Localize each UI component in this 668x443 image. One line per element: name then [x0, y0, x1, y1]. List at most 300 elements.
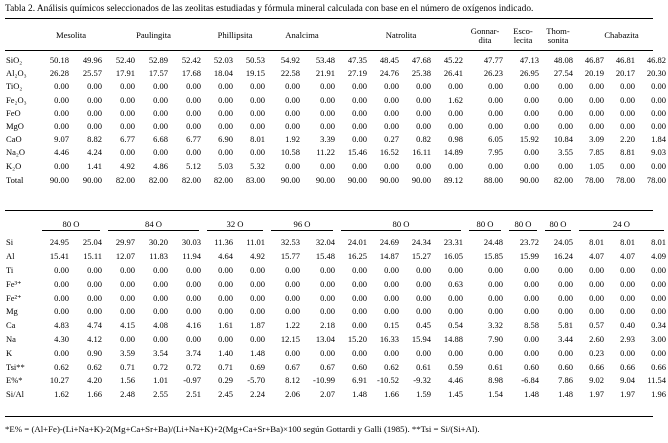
table-cell: 15.94	[411, 333, 431, 344]
table-cell: 2.93	[620, 333, 635, 344]
table-cell: 0.00	[352, 292, 367, 303]
table-cell: 46.87	[584, 55, 604, 66]
table-cell: 0.00	[218, 121, 233, 132]
table-cell: 0.00	[54, 94, 69, 105]
table-cell: 4.83	[54, 320, 69, 331]
table-cell: 6.91	[352, 375, 367, 386]
column-header-1: Mesolita	[55, 30, 87, 40]
table-cell: 0.00	[352, 121, 367, 132]
table-cell: 30.20	[148, 237, 168, 248]
table-cell: 0.00	[87, 121, 102, 132]
table-cell: 3.00	[651, 333, 666, 344]
table-cell: 11.54	[647, 375, 666, 386]
oxygen-basis-rule	[579, 230, 664, 231]
table-cell: 90.00	[379, 175, 399, 186]
row-label: K	[6, 347, 13, 358]
table-cell: 0.00	[558, 121, 573, 132]
table-cell: 0.00	[153, 107, 168, 118]
table-cell: 0.00	[120, 121, 135, 132]
table-cell: 6.05	[488, 134, 503, 145]
table-cell: 8.58	[524, 320, 539, 331]
oxide-row	[5, 133, 668, 146]
table-cell: 0.72	[186, 361, 201, 372]
table-cell: 0.00	[186, 278, 201, 289]
table-cell: 0.67	[320, 361, 335, 372]
table-cell: 0.00	[488, 160, 503, 171]
table-cell: 8.81	[620, 147, 635, 158]
table-cell: 7.90	[488, 333, 503, 344]
table-cell: 25.38	[411, 68, 431, 79]
table-cell: 10.58	[280, 147, 300, 158]
table-cell: 0.00	[153, 278, 168, 289]
table-cell: 45.22	[443, 55, 463, 66]
table-cell: 0.00	[589, 278, 604, 289]
cation-row	[5, 305, 668, 319]
table-cell: 0.82	[416, 134, 431, 145]
table-cell: 54.92	[280, 55, 300, 66]
table-cell: 82.00	[148, 175, 168, 186]
table-cell: 0.27	[384, 134, 399, 145]
row-label: Fe²⁺	[6, 292, 22, 303]
row-label: Si	[6, 237, 14, 248]
row-label: SiO₂	[6, 55, 23, 66]
table-cell: 0.29	[218, 375, 233, 386]
table-cell: 2.07	[320, 389, 335, 400]
table-cell: 0.00	[186, 81, 201, 92]
cation-row	[5, 291, 668, 305]
table-cell: 15.20	[347, 333, 367, 344]
table-cell: 1.62	[448, 94, 463, 105]
row-label: CaO	[6, 134, 22, 145]
table-cell: 15.41	[49, 251, 69, 262]
table-cell: 2.18	[320, 320, 335, 331]
table-cell: 30.03	[181, 237, 201, 248]
table-cell: 1.48	[352, 389, 367, 400]
table-cell: 0.69	[250, 361, 265, 372]
cation-row	[5, 388, 668, 402]
table-cell: 0.00	[416, 347, 431, 358]
table-cell: 0.00	[488, 94, 503, 105]
cation-row	[5, 346, 668, 360]
table-cell: 0.00	[651, 94, 666, 105]
table-cell: 11.01	[246, 237, 265, 248]
table-cell: 0.00	[488, 347, 503, 358]
table-cell: 0.00	[186, 292, 201, 303]
cation-row	[5, 360, 668, 374]
oxide-row	[5, 120, 668, 133]
table-cell: 0.00	[558, 278, 573, 289]
row-label: Ti	[6, 264, 14, 275]
table-cell: 0.00	[218, 147, 233, 158]
table-cell: 47.68	[411, 55, 431, 66]
table-cell: 90.00	[82, 175, 102, 186]
table-cell: 0.00	[186, 306, 201, 317]
table-cell: 1.41	[87, 160, 102, 171]
table-cell: 0.00	[589, 94, 604, 105]
cation-row	[5, 333, 668, 347]
table-cell: 89.12	[443, 175, 463, 186]
table-cell: 0.00	[120, 107, 135, 118]
table-cell: 17.68	[181, 68, 201, 79]
table-cell: 3.09	[589, 134, 604, 145]
table-cell: 0.00	[488, 278, 503, 289]
table-cell: 0.00	[186, 121, 201, 132]
table-cell: 7.95	[488, 147, 503, 158]
table-cell: 8.12	[285, 375, 300, 386]
table-cell: 90.00	[519, 175, 539, 186]
table-cell: 12.15	[280, 333, 300, 344]
table-cell: 6.90	[218, 134, 233, 145]
oxide-row	[5, 94, 668, 107]
table-cell: 0.00	[186, 333, 201, 344]
table-cell: 4.92	[250, 251, 265, 262]
table-cell: 0.00	[120, 264, 135, 275]
table-cell: 0.00	[218, 278, 233, 289]
table-cell: 47.13	[519, 55, 539, 66]
table-cell: 1.48	[558, 389, 573, 400]
table-cell: 0.60	[524, 361, 539, 372]
table-cell: 10.84	[553, 134, 573, 145]
table-cell: 0.00	[620, 264, 635, 275]
oxide-row	[5, 160, 668, 173]
table-cell: 0.72	[153, 361, 168, 372]
table-cell: 2.55	[153, 389, 168, 400]
table-cell: 90.00	[347, 175, 367, 186]
row-label: Fe³⁺	[6, 278, 22, 289]
table-cell: 0.00	[384, 264, 399, 275]
table-cell: 16.25	[347, 251, 367, 262]
table-cell: 0.00	[186, 94, 201, 105]
table-cell: 2.24	[250, 389, 265, 400]
table-cell: 0.00	[384, 107, 399, 118]
row-label: MgO	[6, 121, 24, 132]
table-cell: 0.00	[250, 292, 265, 303]
table-cell: 0.62	[54, 361, 69, 372]
table-cell: 0.00	[651, 81, 666, 92]
table-cell: 9.03	[651, 147, 666, 158]
table-cell: 0.00	[87, 278, 102, 289]
table-cell: 1.22	[285, 320, 300, 331]
table-cell: -9.32	[413, 375, 431, 386]
table-cell: 0.00	[352, 94, 367, 105]
table-cell: 52.42	[181, 55, 201, 66]
table-cell: 26.28	[49, 68, 69, 79]
table-cell: 0.00	[285, 264, 300, 275]
table-cell: 0.00	[651, 107, 666, 118]
table-cell: 0.00	[558, 292, 573, 303]
table-cell: 46.81	[615, 55, 635, 66]
oxygen-basis-label: 80 O	[549, 219, 567, 229]
table-footnote: *E% = (Al+Fe)-(Li+Na+K)-2(Mg+Ca+Sr+Ba)/(Li+Na+K)+2(Mg+Ca+Sr+Ba)×100 según Gottardi y Galli (1985). **Tsi = Si/(Si+Al).	[5, 424, 480, 434]
table-cell: 0.00	[153, 147, 168, 158]
table-cell: 0.98	[448, 134, 463, 145]
table-cell: 83.00	[245, 175, 265, 186]
table-cell: 4.07	[620, 251, 635, 262]
row-label: Al₂O₃	[6, 68, 27, 79]
table-cell: 0.00	[87, 94, 102, 105]
table-cell: 0.00	[218, 264, 233, 275]
table-cell: 3.32	[488, 320, 503, 331]
table-cell: 49.96	[82, 55, 102, 66]
table-cell: 0.00	[218, 333, 233, 344]
table-cell: 0.00	[120, 94, 135, 105]
table-cell: 21.91	[315, 68, 335, 79]
table-cell: 24.95	[49, 237, 69, 248]
table-cell: 0.00	[153, 333, 168, 344]
table-cell: 3.54	[153, 347, 168, 358]
table-cell: 78.00	[615, 175, 635, 186]
table-cell: 0.62	[87, 361, 102, 372]
table-cell: 0.00	[54, 81, 69, 92]
table-cell: 2.06	[285, 389, 300, 400]
table-cell: 4.24	[87, 147, 102, 158]
table-cell: 82.00	[213, 175, 233, 186]
table-cell: 26.41	[443, 68, 463, 79]
table-cell: 17.91	[115, 68, 135, 79]
table-cell: 4.08	[153, 320, 168, 331]
table-cell: 0.00	[416, 81, 431, 92]
table-cell: 24.34	[411, 237, 431, 248]
table-cell: 0.00	[448, 292, 463, 303]
table-cell: 0.00	[524, 264, 539, 275]
table-cell: 0.00	[320, 306, 335, 317]
table-cell: 0.00	[384, 292, 399, 303]
table-cell: 27.54	[553, 68, 573, 79]
table-cell: 0.00	[448, 306, 463, 317]
row-label: Tsi**	[6, 361, 25, 372]
table-cell: 32.53	[280, 237, 300, 248]
table-cell: 0.00	[54, 107, 69, 118]
table-cell: 1.54	[488, 389, 503, 400]
table-cell: 0.66	[651, 361, 666, 372]
table-cell: 0.00	[320, 121, 335, 132]
table-cell: 0.00	[524, 160, 539, 171]
table-cell: 0.00	[651, 160, 666, 171]
table-cell: 78.00	[584, 175, 604, 186]
table-cell: 27.19	[347, 68, 367, 79]
table-cell: 4.46	[448, 375, 463, 386]
table-cell: 0.00	[620, 81, 635, 92]
table-cell: 2.20	[620, 134, 635, 145]
table-cell: 0.00	[218, 292, 233, 303]
cation-row	[5, 374, 668, 388]
row-label: Si/Al	[6, 389, 24, 400]
table-cell: 50.53	[245, 55, 265, 66]
table-cell: 16.24	[553, 251, 573, 262]
table-cell: 0.00	[54, 347, 69, 358]
table-cell: 22.58	[280, 68, 300, 79]
table-cell: 0.00	[250, 278, 265, 289]
table-cell: 0.00	[558, 81, 573, 92]
table-cell: 0.00	[651, 292, 666, 303]
table-cell: 0.00	[558, 107, 573, 118]
row-label: Na₂O	[6, 147, 26, 158]
table-cell: 0.00	[384, 347, 399, 358]
table-cell: 8.01	[250, 134, 265, 145]
table-cell: -0.97	[183, 375, 201, 386]
table-cell: 0.00	[250, 147, 265, 158]
table-cell: -5.70	[247, 375, 265, 386]
table-cell: 0.00	[448, 347, 463, 358]
table-cell: 7.86	[558, 375, 573, 386]
table-cell: 0.00	[488, 121, 503, 132]
table-cell: 0.00	[651, 347, 666, 358]
table-cell: 0.00	[120, 147, 135, 158]
table-cell: 0.00	[87, 81, 102, 92]
table-cell: 3.55	[558, 147, 573, 158]
table-cell: 0.00	[87, 292, 102, 303]
column-header-8: Thom- sonita	[546, 26, 570, 45]
table-cell: 0.00	[352, 264, 367, 275]
table-cell: 0.00	[524, 278, 539, 289]
oxygen-basis-rule	[108, 230, 199, 231]
table-cell: 0.90	[87, 347, 102, 358]
table-cell: 15.27	[411, 251, 431, 262]
table-cell: 16.33	[379, 333, 399, 344]
table-cell: 0.00	[488, 292, 503, 303]
table-cell: 0.00	[448, 160, 463, 171]
table-cell: 0.59	[448, 361, 463, 372]
table-cell: 15.99	[519, 251, 539, 262]
table-cell: 15.46	[347, 147, 367, 158]
table-cell: 20.19	[584, 68, 604, 79]
table-cell: 15.48	[315, 251, 335, 262]
table-cell: 1.40	[218, 347, 233, 358]
table-cell: 4.20	[87, 375, 102, 386]
table-cell: 0.00	[620, 107, 635, 118]
table-cell: -10.52	[377, 375, 399, 386]
top-rule	[5, 18, 653, 19]
table-cell: 0.00	[524, 292, 539, 303]
table-cell: 0.00	[352, 320, 367, 331]
table-cell: 0.71	[218, 361, 233, 372]
table-cell: 0.00	[54, 160, 69, 171]
table-cell: 8.01	[620, 237, 635, 248]
table-cell: 0.00	[524, 347, 539, 358]
table-cell: 0.00	[320, 81, 335, 92]
column-header-4: Analcima	[285, 30, 319, 40]
table-cell: 47.77	[483, 55, 503, 66]
oxide-row	[5, 54, 668, 67]
table-cell: 0.00	[620, 292, 635, 303]
oxygen-basis-label: 80 O	[62, 219, 80, 229]
table-cell: 0.00	[352, 81, 367, 92]
oxide-row	[5, 80, 668, 93]
table-cell: 0.45	[416, 320, 431, 331]
table-cell: 8.01	[651, 237, 666, 248]
table-cell: 1.59	[416, 389, 431, 400]
table-cell: 0.00	[285, 121, 300, 132]
table-cell: 0.00	[250, 94, 265, 105]
table-cell: 2.51	[186, 389, 201, 400]
bottom-rule	[5, 416, 653, 417]
table-cell: 1.97	[589, 389, 604, 400]
table-cell: 0.00	[153, 81, 168, 92]
table-cell: 0.00	[320, 94, 335, 105]
table-cell: 0.00	[320, 347, 335, 358]
cation-row	[5, 264, 668, 278]
table-cell: 0.00	[524, 333, 539, 344]
table-cell: 0.66	[620, 361, 635, 372]
table-cell: 0.00	[589, 264, 604, 275]
table-cell: 0.00	[320, 264, 335, 275]
table-cell: 6.77	[186, 134, 201, 145]
table-cell: 15.77	[280, 251, 300, 262]
table-cell: 82.00	[181, 175, 201, 186]
table-cell: 90.00	[49, 175, 69, 186]
table-cell: 52.03	[213, 55, 233, 66]
oxide-row	[5, 173, 668, 189]
row-label: Na	[6, 333, 16, 344]
table-cell: 9.02	[589, 375, 604, 386]
table-cell: 0.00	[120, 81, 135, 92]
table-cell: 0.00	[416, 278, 431, 289]
table-cell: 0.00	[524, 121, 539, 132]
row-label: Mg	[6, 306, 18, 317]
oxygen-basis-label: 80 O	[392, 219, 410, 229]
oxygen-basis-rule	[207, 230, 263, 231]
cation-row	[5, 236, 668, 250]
table-cell: 0.00	[589, 121, 604, 132]
oxygen-basis-rule	[271, 230, 333, 231]
table-cell: 15.11	[83, 251, 102, 262]
table-cell: 0.00	[448, 264, 463, 275]
table-cell: 11.83	[149, 251, 168, 262]
table-cell: 0.00	[416, 107, 431, 118]
table-cell: 0.00	[524, 107, 539, 118]
table-cell: 10.27	[49, 375, 69, 386]
table-cell: 1.48	[524, 389, 539, 400]
table-cell: 90.00	[411, 175, 431, 186]
table-cell: 0.66	[589, 361, 604, 372]
table-cell: 0.00	[651, 306, 666, 317]
table-cell: 0.60	[352, 361, 367, 372]
table-cell: 0.00	[352, 278, 367, 289]
table-cell: 0.00	[416, 264, 431, 275]
table-cell: 0.00	[620, 121, 635, 132]
table-cell: 0.00	[54, 292, 69, 303]
table-cell: 0.00	[620, 347, 635, 358]
cation-row	[5, 277, 668, 291]
table-cell: 1.56	[120, 375, 135, 386]
oxygen-basis-rule	[509, 230, 537, 231]
table-cell: 0.00	[448, 121, 463, 132]
table-cell: 6.77	[120, 134, 135, 145]
table-cell: 0.00	[218, 94, 233, 105]
row-label: Total	[6, 175, 24, 186]
table-cell: 88.00	[483, 175, 503, 186]
table-cell: 0.00	[320, 107, 335, 118]
table-cell: 0.00	[488, 264, 503, 275]
column-header-5: Natrolita	[385, 30, 417, 40]
table-cell: 0.00	[352, 347, 367, 358]
table-cell: 0.00	[153, 292, 168, 303]
table-cell: 0.00	[87, 107, 102, 118]
table-cell: 11.94	[182, 251, 201, 262]
oxide-table	[5, 54, 668, 189]
table-cell: 0.00	[250, 81, 265, 92]
table-cell: 4.12	[87, 333, 102, 344]
table-cell: 0.00	[384, 81, 399, 92]
table-cell: 0.00	[153, 264, 168, 275]
row-label: FeO	[6, 107, 21, 118]
oxide-row	[5, 146, 668, 159]
table-cell: 90.00	[280, 175, 300, 186]
table-cell: 0.00	[186, 107, 201, 118]
table-cell: 0.00	[416, 121, 431, 132]
table-cell: 0.00	[153, 121, 168, 132]
table-cell: 0.00	[285, 306, 300, 317]
